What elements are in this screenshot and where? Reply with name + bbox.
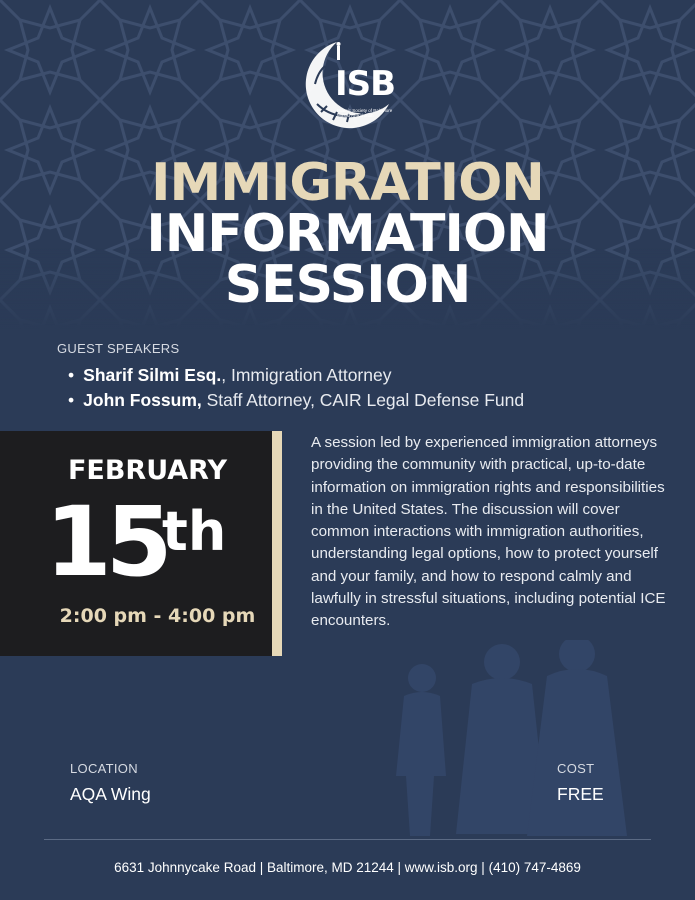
family-silhouette-image xyxy=(372,640,662,840)
speaker-separator: , xyxy=(221,365,227,385)
footer-contact: 6631 Johnnycake Road | Baltimore, MD 21244 | www.isb.org | (410) 747-4869 xyxy=(114,860,581,875)
isb-logo xyxy=(297,34,397,134)
speaker-name: Sharif Silmi Esq. xyxy=(83,365,222,385)
title-line-2: INFORMATION xyxy=(146,204,549,264)
footer-divider xyxy=(44,839,651,840)
speaker-item xyxy=(68,363,524,388)
cost-value: FREE xyxy=(557,784,604,804)
cost-label: COST xyxy=(557,761,595,776)
title-line-3: SESSION xyxy=(224,255,471,315)
location-label: LOCATION xyxy=(70,761,138,776)
guest-speakers-label: GUEST SPEAKERS xyxy=(57,341,180,356)
event-month: FEBRUARY xyxy=(67,455,228,486)
speaker-role: Staff Attorney, CAIR Legal Defense Fund xyxy=(201,390,525,410)
event-description: A session led by experienced immigration attorneys providing the community with practical, up-to-date information on immigration rights and responsibilities in the United States. The discussion will cover common interactions with immigration authorities, understanding legal options, how to protect yourself and your family, and how to respond calmly and lawfully in stressful situations, including potential ICE encounters. xyxy=(311,434,666,630)
location-value: AQA Wing xyxy=(70,784,151,804)
speaker-item xyxy=(68,388,524,413)
speaker-name: John Fossum, xyxy=(83,390,202,410)
event-day-suffix: th xyxy=(162,500,227,563)
title-line-1: IMMIGRATION xyxy=(151,153,544,213)
speaker-role: Immigration Attorney xyxy=(226,365,392,385)
speaker-list xyxy=(68,363,524,413)
logo-subtitle: Islamic Society of Baltimore Masjid Al-Rahmah xyxy=(337,108,393,118)
logo-text: ISB xyxy=(335,64,396,104)
event-day: 15 xyxy=(45,486,167,598)
event-time: 2:00 pm - 4:00 pm xyxy=(59,605,256,627)
